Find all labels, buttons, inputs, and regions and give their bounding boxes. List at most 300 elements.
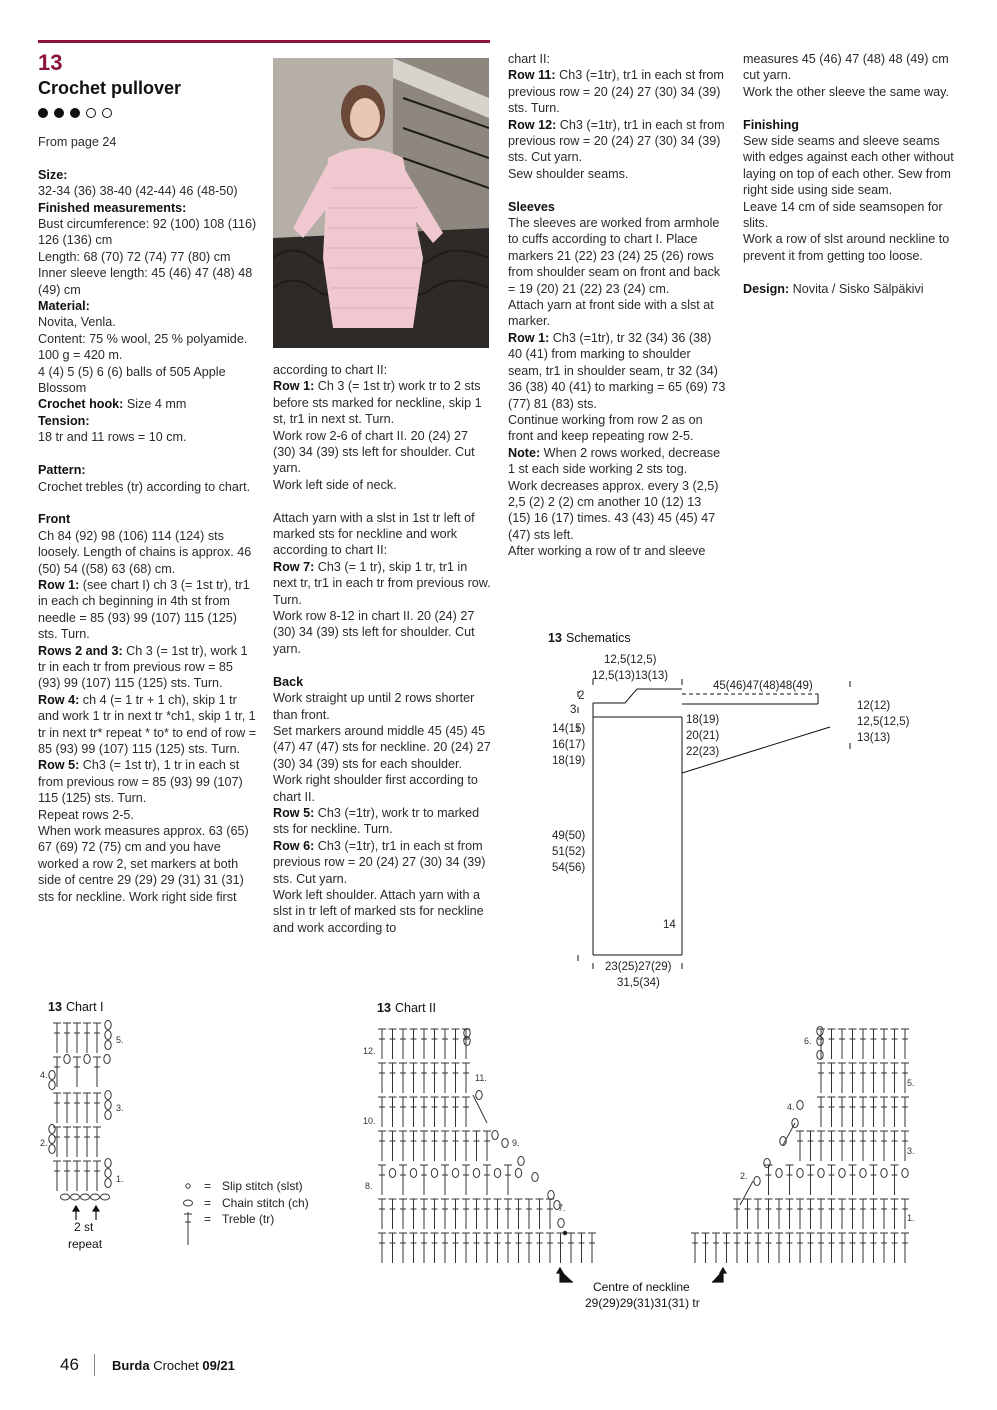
chain-symbol: [104, 1055, 110, 1064]
svg-text:=: =: [204, 1196, 212, 1210]
treble-symbol: [880, 1233, 888, 1263]
treble-symbol: [399, 1131, 407, 1161]
treble-symbol: [494, 1199, 502, 1229]
treble-symbol: [849, 1131, 857, 1161]
treble-symbol: [462, 1199, 470, 1229]
treble-symbol: [849, 1097, 857, 1127]
chart-2-left-row-12: 12.: [363, 1046, 376, 1056]
text-column-3: [508, 51, 726, 560]
schematics-label-body-3: 54(56): [552, 862, 586, 874]
paragraph-text: Attach yarn with a slst in 1st tr left of marked sts for neckline and work according to chart II:: [273, 510, 475, 558]
paragraph: [273, 608, 493, 657]
paragraph-text: Size 4 mm: [123, 397, 187, 412]
paragraph-gap: [273, 657, 493, 673]
paragraph: [38, 298, 258, 314]
paragraph-heading: Size:: [38, 167, 68, 182]
treble-symbol: [441, 1063, 449, 1093]
schematics-label-sleeve-length: 45(46)47(48)48(49): [713, 680, 813, 692]
treble-symbol: [838, 1131, 846, 1161]
paragraph-text: Work left shoulder. Attach yarn with a slst in tr left of marked sts for neckline and work according to: [273, 887, 484, 935]
paragraph-heading: Row 1:: [38, 577, 80, 592]
chain-symbol: [473, 1169, 479, 1178]
treble-symbol: [389, 1233, 397, 1263]
treble-symbol: [733, 1199, 741, 1229]
treble-symbol: [420, 1131, 428, 1161]
chart-legend: [178, 1175, 348, 1250]
paragraph: [38, 807, 258, 823]
chain-symbol: [754, 1177, 760, 1186]
paragraph: [743, 231, 961, 264]
paragraph-text: Ch3 (=1tr), tr1 in each st from previous row = 20 (24) 27 (30) 34 (39) sts. Cut yarn.: [508, 117, 725, 165]
paragraph: [273, 805, 493, 838]
chain-symbol: [797, 1101, 803, 1110]
treble-symbol: [410, 1131, 418, 1161]
pattern-number: 13: [38, 50, 63, 75]
paragraph-heading: Crochet hook:: [38, 397, 124, 412]
paragraph-text: Content: 75 % wool, 25 % polyamide. 100 g = 420 m.: [38, 331, 248, 363]
paragraph-text: Length: 68 (70) 72 (74) 77 (80) cm: [38, 249, 231, 264]
paragraph-heading: Row 5:: [38, 758, 80, 773]
chart-2: [355, 995, 930, 1325]
treble-symbol: [786, 1233, 794, 1263]
page-number: 46: [60, 1355, 79, 1374]
treble-symbol: [483, 1199, 491, 1229]
paragraph-text: Inner sleeve length: 45 (46) 47 (48) 48 (49) cm: [38, 266, 253, 297]
treble-symbol: [859, 1097, 867, 1127]
treble-symbol: [723, 1233, 731, 1263]
treble-symbol: [420, 1199, 428, 1229]
treble-symbol: [733, 1233, 741, 1263]
treble-symbol: [901, 1233, 909, 1263]
chart-2-left-row-8: 8.: [365, 1181, 373, 1191]
paragraph: [38, 462, 258, 478]
treble-symbol: [73, 1093, 81, 1123]
paragraph: [38, 331, 258, 364]
treble-symbol: [441, 1199, 449, 1229]
chain-symbol: [818, 1169, 824, 1178]
treble-symbol: [775, 1233, 783, 1263]
treble-symbol: [859, 1131, 867, 1161]
paragraph-text: Bust circumference: 92 (100) 108 (116) 126 (136) cm: [38, 217, 257, 248]
treble-symbol: [796, 1131, 804, 1161]
paragraph-text: Ch 3 (= 1st tr) work tr to 2 sts before sts marked for neckline, skip 1 st, tr1 in next st. Turn.: [273, 379, 482, 427]
chart-2-left-row-9: 9.: [512, 1138, 520, 1148]
treble-symbol: [462, 1063, 470, 1093]
treble-symbol: [83, 1127, 91, 1157]
paragraph: [273, 723, 493, 805]
treble-symbol: [525, 1199, 533, 1229]
treble-symbol: [53, 1023, 61, 1053]
treble-symbol: [389, 1097, 397, 1127]
treble-symbol: [431, 1029, 439, 1059]
chain-symbol: [515, 1169, 521, 1178]
paragraph-text: 18 tr and 11 rows = 10 cm.: [38, 430, 187, 445]
paragraph: [38, 429, 258, 445]
treble-symbol: [807, 1165, 815, 1195]
chain-symbol: [410, 1169, 416, 1178]
treble-symbol: [462, 1233, 470, 1263]
paragraph: [508, 166, 726, 182]
chain-symbol: [101, 1194, 110, 1200]
treble-symbol: [378, 1199, 386, 1229]
paragraph-heading: Material:: [38, 299, 90, 314]
treble-symbol: [483, 1233, 491, 1263]
treble-symbol: [431, 1097, 439, 1127]
paragraph-text: The sleeves are worked from armhole to cuffs according to chart I. Place markers 21 (22) 23 (24) 25 (26) rows from shoulder seam on front and back = 19 (20) 21 (22) 23 (24) cm.: [508, 216, 721, 296]
paragraph: [508, 412, 726, 445]
treble-symbol: [817, 1097, 825, 1127]
treble-symbol: [891, 1029, 899, 1059]
treble-symbol: [588, 1233, 596, 1263]
treble-symbol: [828, 1097, 836, 1127]
paragraph-heading: Row 4:: [38, 692, 80, 707]
paragraph-text: Ch3 (=1tr), tr1 in each st from previous row = 20 (24) 27 (30) 34 (39) sts. Cut yarn.: [273, 838, 486, 886]
chain-symbol: [532, 1173, 538, 1182]
paragraph: [38, 216, 258, 249]
paragraph: [743, 199, 961, 232]
chain-symbol: [105, 1169, 111, 1178]
chain-symbol: [548, 1191, 554, 1200]
chain-symbol: [84, 1055, 90, 1064]
treble-symbol: [399, 1199, 407, 1229]
paragraph: [38, 249, 258, 265]
schematics-label-width-1: 23(25)27(29): [605, 961, 672, 973]
treble-symbol: [63, 1161, 71, 1191]
paragraph: [508, 478, 726, 544]
chain-symbol: [860, 1169, 866, 1178]
treble-symbol: [817, 1063, 825, 1093]
treble-symbol: [410, 1233, 418, 1263]
paragraph: [38, 413, 258, 429]
paragraph: [743, 117, 961, 133]
treble-symbol: [828, 1131, 836, 1161]
treble-symbol: [473, 1199, 481, 1229]
treble-symbol: [399, 1097, 407, 1127]
schematics-label-neck-top: 12,5(12,5): [604, 654, 657, 666]
treble-symbol: [859, 1063, 867, 1093]
paragraph-text: Ch3 (=1tr), tr1 in each st from previous row = 20 (24) 27 (30) 34 (39) sts. Turn.: [508, 68, 724, 116]
treble-symbol: [452, 1097, 460, 1127]
chain-symbol: [91, 1194, 100, 1200]
chart-1-number: 13: [48, 1000, 62, 1014]
treble-symbol: [567, 1233, 575, 1263]
paragraph: [38, 134, 258, 150]
treble-symbol: [828, 1233, 836, 1263]
paragraph-text: Ch 84 (92) 98 (106) 114 (124) sts loosely. Length of chains is approx. 46 (50) 54 ((58) 63 (68) cm.: [38, 528, 252, 576]
chart-2-number: 13: [377, 1001, 391, 1015]
treble-symbol: [891, 1063, 899, 1093]
treble-symbol: [452, 1233, 460, 1263]
treble-symbol: [870, 1029, 878, 1059]
treble-symbol: [817, 1029, 825, 1059]
chain-symbol: [839, 1169, 845, 1178]
treble-symbol: [483, 1131, 491, 1161]
paragraph: [38, 183, 258, 199]
paragraph: [273, 887, 493, 936]
treble-symbol: [73, 1023, 81, 1053]
header-rule: [38, 40, 490, 43]
paragraph-text: Continue working from row 2 as on front and keep repeating row 2-5.: [508, 412, 703, 444]
chain-symbol: [902, 1169, 908, 1178]
chain-symbol: [817, 1051, 823, 1060]
difficulty-dot-filled: [54, 108, 64, 118]
treble-symbol: [870, 1063, 878, 1093]
paragraph: [273, 674, 493, 690]
paragraph-text: Work row 8-12 in chart II. 20 (24) 27 (30) 34 (39) sts left for shoulder. Cut yarn.: [273, 609, 475, 656]
treble-symbol: [838, 1233, 846, 1263]
paragraph: [743, 133, 961, 199]
chart-1-row-1: 1.: [116, 1174, 124, 1184]
treble-symbol: [891, 1131, 899, 1161]
paragraph-gap: [273, 493, 493, 509]
paragraph-heading: Row 1:: [273, 379, 315, 394]
chain-symbol: [105, 1041, 111, 1050]
treble-symbol: [536, 1233, 544, 1263]
chart-2-right-row-3: 3.: [907, 1146, 915, 1156]
treble-symbol: [504, 1165, 512, 1195]
difficulty-dot-empty: [86, 108, 96, 118]
treble-symbol: [796, 1233, 804, 1263]
paragraph-text: Sew shoulder seams.: [508, 166, 629, 181]
text-column-2: [273, 362, 493, 936]
treble-symbol: [870, 1199, 878, 1229]
treble-symbol: [473, 1131, 481, 1161]
treble-symbol: [838, 1097, 846, 1127]
schematics-label-3: 3: [570, 704, 577, 716]
treble-symbol: [859, 1233, 867, 1263]
paragraph-heading: Rows 2 and 3:: [38, 643, 123, 658]
paragraph-heading: Sleeves: [508, 199, 555, 214]
treble-symbol: [744, 1199, 752, 1229]
chain-symbol: [105, 1021, 111, 1030]
treble-symbol: [691, 1233, 699, 1263]
chain-symbol: [797, 1169, 803, 1178]
chart-2-title: Chart II: [395, 1001, 436, 1015]
treble-symbol: [53, 1161, 61, 1191]
paragraph: [38, 479, 258, 495]
chart-2-right-row-5: 5.: [907, 1078, 915, 1088]
paragraph-text: 4 (4) 5 (5) 6 (6) balls of 505 Apple Blossom: [38, 364, 226, 396]
paragraph-text: Ch3 (= 1 tr), skip 1 tr, tr1 in next tr, tr1 in each tr from previous row. Turn.: [273, 559, 491, 607]
chart-1-title: Chart I: [66, 1000, 104, 1014]
treble-symbol: [536, 1199, 544, 1229]
treble-symbol: [410, 1029, 418, 1059]
treble-symbol: [796, 1199, 804, 1229]
paragraph-heading: Tension:: [38, 413, 90, 428]
chain-symbol: [105, 1101, 111, 1110]
paragraph-heading: Row 5:: [273, 805, 315, 820]
model-photo-illustration: [273, 58, 489, 348]
paragraph-text: Ch 3 (= 1st tr), work 1 tr in each tr from previous row = 85 (93) 99 (107) 115 (125) sts. Turn.: [38, 643, 248, 691]
schematics-label-armhole-1: 14(15): [552, 723, 586, 735]
chain-symbol: [105, 1179, 111, 1188]
treble-symbol: [63, 1127, 71, 1157]
treble-symbol: [378, 1097, 386, 1127]
treble-symbol: [557, 1233, 565, 1263]
paragraph: [273, 559, 493, 608]
treble-symbol: [504, 1199, 512, 1229]
footer-magazine: Crochet: [153, 1358, 199, 1373]
treble-symbol: [63, 1023, 71, 1053]
chain-symbol: [64, 1055, 70, 1064]
treble-symbol: [880, 1097, 888, 1127]
paragraph-text: according to chart II:: [273, 363, 388, 377]
treble-symbol: [786, 1199, 794, 1229]
paragraph-text: Work the other sleeve the same way.: [743, 84, 950, 99]
treble-symbol: [441, 1165, 449, 1195]
treble-symbol: [828, 1199, 836, 1229]
schematics-label-body-1: 49(50): [552, 830, 586, 842]
paragraph: [273, 510, 493, 559]
schematics-label-sleeve-3: 22(23): [686, 746, 720, 758]
paragraph: [508, 445, 726, 478]
treble-symbol: [870, 1131, 878, 1161]
schematics-label-cuff-1: 12(12): [857, 700, 891, 712]
chart-2-left-row-11: 11.: [475, 1073, 487, 1083]
paragraph-heading: Note:: [508, 445, 541, 460]
treble-symbol: [73, 1127, 81, 1157]
paragraph: [743, 84, 961, 100]
footer-divider: [94, 1354, 95, 1376]
treble-symbol: [817, 1199, 825, 1229]
paragraph-text: 32-34 (36) 38-40 (42-44) 46 (48-50): [38, 184, 238, 199]
difficulty-dot-filled: [38, 108, 48, 118]
treble-symbol: [765, 1199, 773, 1229]
svg-text:=: =: [204, 1179, 212, 1193]
treble-symbol: [452, 1063, 460, 1093]
paragraph-text: Attach yarn at front side with a slst at marker.: [508, 298, 714, 329]
paragraph: [508, 51, 726, 67]
chain-symbol: [389, 1169, 395, 1178]
treble-symbol: [891, 1233, 899, 1263]
paragraph: [38, 396, 258, 412]
treble-symbol: [712, 1233, 720, 1263]
paragraph: [508, 543, 726, 559]
paragraph: [273, 378, 493, 427]
treble-symbol: [817, 1233, 825, 1263]
model-photo: [273, 58, 489, 348]
treble-symbol: [420, 1097, 428, 1127]
paragraph: [38, 511, 258, 527]
treble-symbol: [744, 1233, 752, 1263]
paragraph-text: When 2 rows worked, decrease 1 st each side working 2 sts tog.: [508, 445, 721, 477]
treble-symbol: [754, 1199, 762, 1229]
treble-symbol: [849, 1063, 857, 1093]
treble-symbol: [83, 1023, 91, 1053]
treble-symbol: [473, 1233, 481, 1263]
paragraph: [508, 199, 726, 215]
treble-symbol: [859, 1029, 867, 1059]
treble-symbol: [828, 1063, 836, 1093]
treble-symbol: [93, 1093, 101, 1123]
treble-symbol: [389, 1029, 397, 1059]
schematics-label-neck-top-2: 12,5(13)13(13): [592, 670, 669, 682]
chain-symbol: [518, 1157, 524, 1166]
paragraph: [38, 314, 258, 330]
paragraph-text: Novita / Sisko Sälpäkivi: [789, 281, 924, 296]
paragraph: [38, 643, 258, 692]
chain-symbol: [49, 1081, 55, 1090]
schematics-label-cuff-2: 12,5(12,5): [857, 716, 910, 728]
treble-symbol: [389, 1131, 397, 1161]
treble-symbol: [483, 1165, 491, 1195]
treble-symbol: [399, 1063, 407, 1093]
schematics-label-armhole-3: 18(19): [552, 755, 586, 767]
chart-1-repeat-label: 2 st: [74, 1220, 94, 1234]
paragraph-text: Work row 2-6 of chart II. 20 (24) 27 (30) 34 (39) sts left for shoulder. Cut yarn.: [273, 428, 475, 476]
paragraph-gap: [743, 100, 961, 116]
schematics-label-sleeve-1: 18(19): [686, 714, 720, 726]
chart-2-right-row-4: 4.: [787, 1102, 795, 1112]
paragraph: [273, 362, 493, 378]
schematics-label-body-2: 51(52): [552, 846, 586, 858]
chart-2-right-row-2: 2.: [740, 1171, 748, 1181]
treble-symbol: [515, 1233, 523, 1263]
treble-symbol: [73, 1161, 81, 1191]
treble-symbol: [431, 1063, 439, 1093]
paragraph: [38, 577, 258, 643]
paragraph-heading: Pattern:: [38, 463, 86, 478]
treble-symbol: [53, 1093, 61, 1123]
paragraph: [508, 117, 726, 166]
treble-symbol: [420, 1233, 428, 1263]
legend-chain-stitch: Chain stitch (ch): [222, 1196, 309, 1210]
treble-symbol: [901, 1029, 909, 1059]
paragraph: [38, 200, 258, 216]
paragraph: [743, 281, 961, 297]
treble-symbol: [420, 1063, 428, 1093]
treble-symbol: [389, 1199, 397, 1229]
schematics-number: 13: [548, 631, 562, 645]
treble-symbol: [431, 1233, 439, 1263]
treble-symbol: [452, 1131, 460, 1161]
paragraph-text: Crochet trebles (tr) according to chart.: [38, 479, 251, 494]
paragraph-text: Ch3 (=1tr), work tr to marked sts for neckline. Turn.: [273, 805, 480, 837]
paragraph: [38, 265, 258, 298]
treble-symbol: [849, 1199, 857, 1229]
chart-2-left-row-10: 10.: [363, 1116, 376, 1126]
chain-symbol: [61, 1194, 70, 1200]
paragraph: [508, 330, 726, 412]
chain-symbol: [476, 1091, 482, 1100]
treble-symbol: [93, 1023, 101, 1053]
paragraph-heading: Finishing: [743, 117, 799, 132]
chart-1-row-5: 5.: [116, 1035, 124, 1045]
treble-symbol: [378, 1233, 386, 1263]
chain-symbol: [817, 1037, 823, 1046]
paragraph: [508, 215, 726, 297]
chain-symbol: [49, 1145, 55, 1154]
treble-symbol: [849, 1165, 857, 1195]
chart-2-centre-count: 29(29)29(31)31(31) tr: [585, 1296, 700, 1310]
treble-symbol: [880, 1029, 888, 1059]
treble-symbol: [378, 1165, 386, 1195]
treble-symbol: [73, 1057, 81, 1087]
paragraph-text: Work straight up until 2 rows shorter than front.: [273, 691, 475, 722]
treble-symbol: [462, 1165, 470, 1195]
difficulty-dot-empty: [102, 108, 112, 118]
legend-slip-stitch: Slip stitch (slst): [222, 1179, 303, 1193]
difficulty-rating: [38, 108, 112, 118]
treble-symbol: [786, 1165, 794, 1195]
treble-symbol: [880, 1131, 888, 1161]
schematics-label-armhole-2: 16(17): [552, 739, 586, 751]
treble-symbol: [378, 1029, 386, 1059]
chain-symbol: [881, 1169, 887, 1178]
treble-symbol: [441, 1029, 449, 1059]
text-column-1: [38, 134, 258, 905]
paragraph: [38, 823, 258, 905]
